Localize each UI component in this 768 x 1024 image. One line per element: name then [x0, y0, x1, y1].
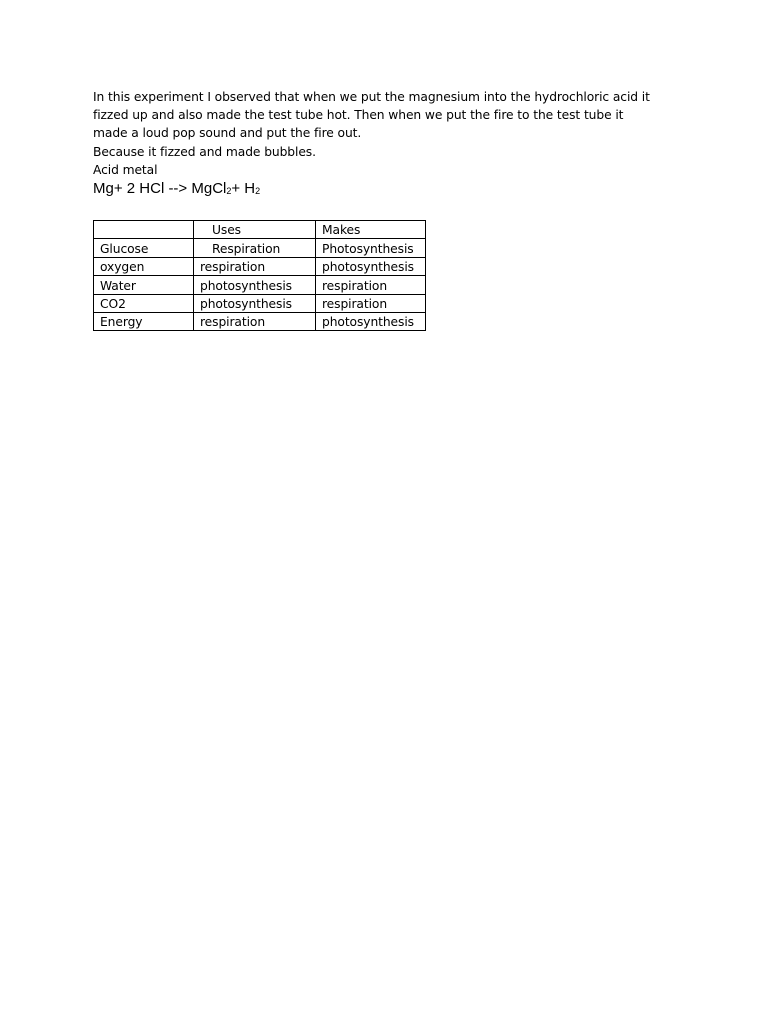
table-cell: photosynthesis: [194, 294, 316, 312]
table-cell: CO2: [94, 294, 194, 312]
paragraph-line-4: Because it fizzed and made bubbles.: [93, 144, 316, 159]
table-cell: respiration: [316, 276, 426, 294]
paragraph-line-5: Acid metal: [93, 162, 158, 177]
table-cell: Energy: [94, 312, 194, 330]
table-cell: respiration: [194, 312, 316, 330]
table-cell: Photosynthesis: [316, 239, 426, 257]
table-cell: Respiration: [194, 239, 316, 257]
equation-subscript-2: 2: [255, 186, 261, 197]
uses-makes-table: [93, 220, 426, 331]
equation-subscript-1: 2: [226, 186, 232, 197]
table-cell: respiration: [194, 257, 316, 275]
table-cell: Water: [94, 276, 194, 294]
table-header-cell: [94, 221, 194, 239]
table-row: [94, 239, 426, 257]
table-cell: respiration: [316, 294, 426, 312]
table-cell: photosynthesis: [194, 276, 316, 294]
table-row: [94, 257, 426, 275]
document-page: [93, 88, 693, 331]
table-row: [94, 294, 426, 312]
table-cell: photosynthesis: [316, 257, 426, 275]
table-header-row: [94, 221, 426, 239]
table-header-cell: Makes: [316, 221, 426, 239]
table-cell: photosynthesis: [316, 312, 426, 330]
table-header-cell: Uses: [194, 221, 316, 239]
table-row: [94, 276, 426, 294]
chemical-equation: [93, 179, 693, 201]
equation-part-2: + H: [231, 180, 256, 198]
paragraph-line-2: fizzed up and also made the test tube hot. Then when we put the fire to the test tube it: [93, 108, 624, 123]
table-cell: Glucose: [94, 239, 194, 257]
paragraph-line-1: In this experiment I observed that when we put the magnesium into the hydrochloric acid it: [93, 90, 650, 104]
table-row: [94, 312, 426, 330]
equation-part-1: Mg+ 2 HCl --> MgCl: [93, 180, 227, 198]
table-cell: oxygen: [94, 257, 194, 275]
paragraph-line-3: made a loud pop sound and put the fire out.: [93, 126, 362, 141]
